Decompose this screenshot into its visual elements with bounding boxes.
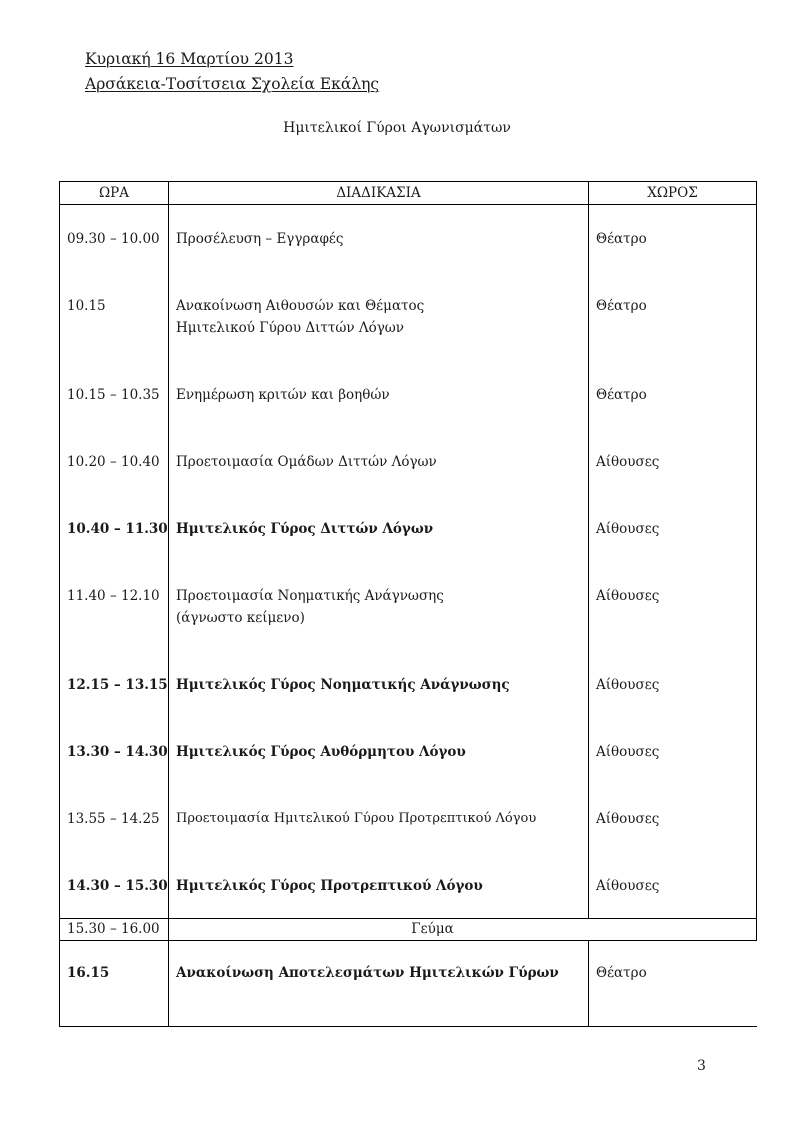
table-row <box>60 473 757 540</box>
page-number: 3 <box>697 1058 706 1074</box>
activity-cell: Προσέλευση – Εγγραφές <box>169 205 589 251</box>
table-row <box>60 629 757 696</box>
time-cell: 14.30 – 15.30 <box>60 830 169 918</box>
table-header-row <box>60 182 757 205</box>
time-cell: 10.40 – 11.30 <box>60 473 169 540</box>
column-header-place: ΧΩΡΟΣ <box>589 182 757 205</box>
activity-line: (άγνωστο κείμενο) <box>176 610 305 626</box>
table-row <box>60 763 757 830</box>
table-row <box>60 830 757 918</box>
table-row <box>60 540 757 629</box>
activity-line: Ημιτελικού Γύρου Διττών Λόγων <box>176 320 404 336</box>
header-venue: Αρσάκεια-Τοσίτσεια Σχολεία Εκάλης <box>85 75 380 93</box>
time-cell: 13.30 – 14.30 <box>60 696 169 763</box>
table-row <box>60 205 757 251</box>
table-row <box>60 696 757 763</box>
time-cell: 11.40 – 12.10 <box>60 540 169 629</box>
activity-cell <box>169 540 589 629</box>
schedule-table <box>59 181 757 1027</box>
time-cell: 10.20 – 10.40 <box>60 406 169 473</box>
place-cell: Θέατρο <box>589 250 757 339</box>
lunch-label: Γεύμα <box>169 918 757 940</box>
place-cell: Αίθουσες <box>589 540 757 629</box>
place-cell: Θέατρο <box>589 339 757 406</box>
lunch-row <box>60 918 757 940</box>
time-cell: 13.55 – 14.25 <box>60 763 169 830</box>
time-cell: 09.30 – 10.00 <box>60 205 169 251</box>
place-cell: Αίθουσες <box>589 406 757 473</box>
time-cell: 10.15 <box>60 250 169 339</box>
activity-cell: Ημιτελικός Γύρος Αυθόρμητου Λόγου <box>169 696 589 763</box>
column-header-activity: ΔΙΑΔΙΚΑΣΙΑ <box>169 182 589 205</box>
time-cell: 10.15 – 10.35 <box>60 339 169 406</box>
activity-cell <box>169 250 589 339</box>
activity-cell: Ημιτελικός Γύρος Διττών Λόγων <box>169 473 589 540</box>
table-row <box>60 339 757 406</box>
time-cell: 12.15 – 13.15 <box>60 629 169 696</box>
table-row <box>60 250 757 339</box>
table-row <box>60 406 757 473</box>
activity-line: Ανακοίνωση Αιθουσών και Θέματος <box>176 298 425 314</box>
column-header-time: ΩΡΑ <box>60 182 169 205</box>
place-cell: Θέατρο <box>589 940 757 1026</box>
place-cell: Αίθουσες <box>589 763 757 830</box>
activity-cell: Ενημέρωση κριτών και βοηθών <box>169 339 589 406</box>
activity-cell: Ανακοίνωση Αποτελεσμάτων Ημιτελικών Γύρων <box>169 940 589 1026</box>
results-row <box>60 940 757 1026</box>
place-cell: Θέατρο <box>589 205 757 251</box>
place-cell: Αίθουσες <box>589 696 757 763</box>
place-cell: Αίθουσες <box>589 473 757 540</box>
place-cell: Αίθουσες <box>589 629 757 696</box>
activity-cell: Ημιτελικός Γύρος Νοηματικής Ανάγνωσης <box>169 629 589 696</box>
activity-line: Προετοιμασία Νοηματικής Ανάγνωσης <box>176 588 444 604</box>
activity-cell: Προετοιμασία Ημιτελικού Γύρου Προτρεπτικού Λόγου <box>169 763 589 830</box>
activity-cell: Προετοιμασία Ομάδων Διττών Λόγων <box>169 406 589 473</box>
time-cell: 15.30 – 16.00 <box>60 918 169 940</box>
document-title: Ημιτελικοί Γύροι Αγωνισμάτων <box>283 120 511 136</box>
activity-cell: Ημιτελικός Γύρος Προτρεπτικού Λόγου <box>169 830 589 918</box>
header-date: Κυριακή 16 Μαρτίου 2013 <box>85 50 294 68</box>
place-cell: Αίθουσες <box>589 830 757 918</box>
time-cell: 16.15 <box>60 940 169 1026</box>
